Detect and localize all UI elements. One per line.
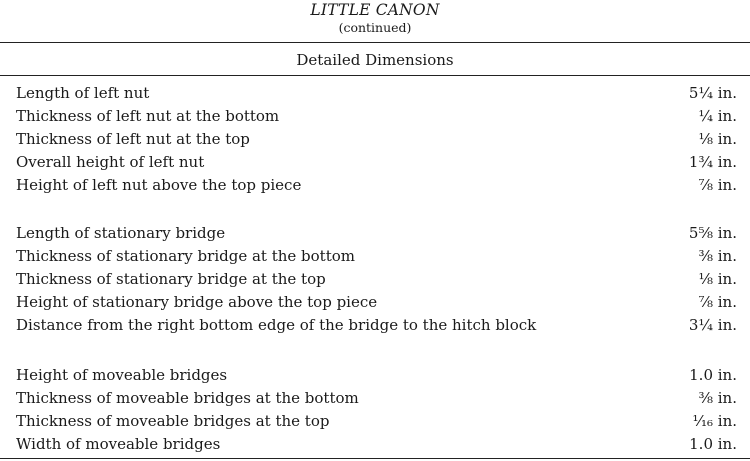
- table-row: [16, 268, 737, 291]
- row-label: Height of moveable bridges: [16, 366, 228, 384]
- document-subtitle: (continued): [338, 20, 412, 35]
- row-label: Thickness of left nut at the top: [16, 130, 250, 148]
- row-label: Length of left nut: [16, 84, 150, 102]
- table-row: [16, 245, 737, 268]
- table-row: [16, 82, 737, 105]
- table-row: [16, 364, 737, 387]
- table-row: [16, 291, 737, 314]
- table-row: [16, 387, 737, 410]
- row-label: Thickness of stationary bridge at the top: [16, 270, 326, 288]
- table-row: [16, 410, 737, 433]
- row-label: Length of stationary bridge: [16, 224, 226, 242]
- row-label: Height of left nut above the top piece: [16, 176, 302, 194]
- row-label: Overall height of left nut: [16, 153, 205, 171]
- section-heading: Detailed Dimensions: [296, 51, 454, 69]
- document-title: LITTLE CANON: [310, 1, 440, 19]
- row-value: ¼ in.: [698, 107, 737, 125]
- row-label: Distance from the right bottom edge of the bridge to the hitch block: [16, 316, 537, 334]
- table-row: [16, 174, 737, 197]
- row-label: Thickness of left nut at the bottom: [16, 107, 280, 125]
- row-value: ⅛ in.: [698, 270, 737, 288]
- row-label: Width of moveable bridges: [16, 435, 221, 453]
- row-value: 3¼ in.: [688, 316, 737, 334]
- bottom-rule: [0, 458, 750, 459]
- table-row: [16, 222, 737, 245]
- row-label: Thickness of moveable bridges at the bottom: [16, 389, 359, 407]
- top-rule: [0, 42, 750, 43]
- row-value: ⅜ in.: [698, 389, 737, 407]
- row-value: ⅜ in.: [698, 247, 737, 265]
- row-label: Thickness of moveable bridges at the top: [16, 412, 330, 430]
- row-label: Height of stationary bridge above the top piece: [16, 293, 378, 311]
- row-value: 1.0 in.: [689, 366, 737, 384]
- table-row: [16, 433, 737, 456]
- header-rule: [0, 75, 750, 76]
- row-value: 1¾ in.: [688, 153, 737, 171]
- row-value: ⅛ in.: [698, 130, 737, 148]
- row-value: ⅞ in.: [698, 176, 737, 194]
- table-row: [16, 105, 737, 128]
- table-row: [16, 151, 737, 174]
- row-value: ¹⁄₁₆ in.: [692, 412, 737, 430]
- table-row: [16, 314, 737, 337]
- row-value: 1.0 in.: [689, 435, 737, 453]
- row-label: Thickness of stationary bridge at the bottom: [16, 247, 355, 265]
- table-row: [16, 128, 737, 151]
- row-value: 5¼ in.: [688, 84, 737, 102]
- row-value: 5⅝ in.: [688, 224, 737, 242]
- row-value: ⅞ in.: [698, 293, 737, 311]
